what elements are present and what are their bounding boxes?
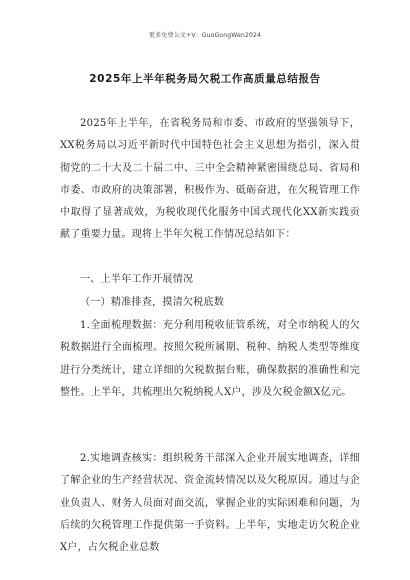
subsection-heading: （一）精准排查，摸清欠税底数 <box>80 297 225 308</box>
header-note: 更多免费公文+V：GuoGongWen2024 <box>148 32 262 39</box>
document-title: 2025年上半年税务局欠税工作高质量总结报告 <box>89 73 321 85</box>
intro-paragraph: 2025年上半年，在省税务局和市委、市政府的坚强领导下，XX税务局以习近平新时代中国特色社会主义思想为指引，深入贯彻党的二十大及二十届二中、三中全会精神紧密围绕总局、省局和市委、市政府的决策部署，积极作为、砥砺奋进，在欠税管理工作中取得了显著成效，为税收现代化服务中国式现代化XX新实践贡献了重要力量。现将上半年欠税工作情况总结如下： <box>60 118 360 241</box>
item-1-paragraph: 1.全面梳理数据：充分利用税收征管系统，对全市纳税人的欠税数据进行全面梳理。按照欠税所属期、税种、纳税人类型等维度进行分类统计，建立详细的欠税数据台账，确保数据的准确性和完整性。上半年，共梳理出欠税纳税人X户，涉及欠税金额X亿元。 <box>60 320 360 398</box>
section-heading: 一、上半年工作开展情况 <box>80 274 194 285</box>
item-2-paragraph: 2.实地调查核实：组织税务干部深入企业开展实地调查，详细了解企业的生产经营状况、资金流转情况以及欠税原因。通过与企业负责人、财务人员面对面交流，掌握企业的实际困难和问题，为后续的欠税管理工作提供第一手资料。上半年，实地走访欠税企业X户，占欠税企业总数 <box>60 453 360 554</box>
